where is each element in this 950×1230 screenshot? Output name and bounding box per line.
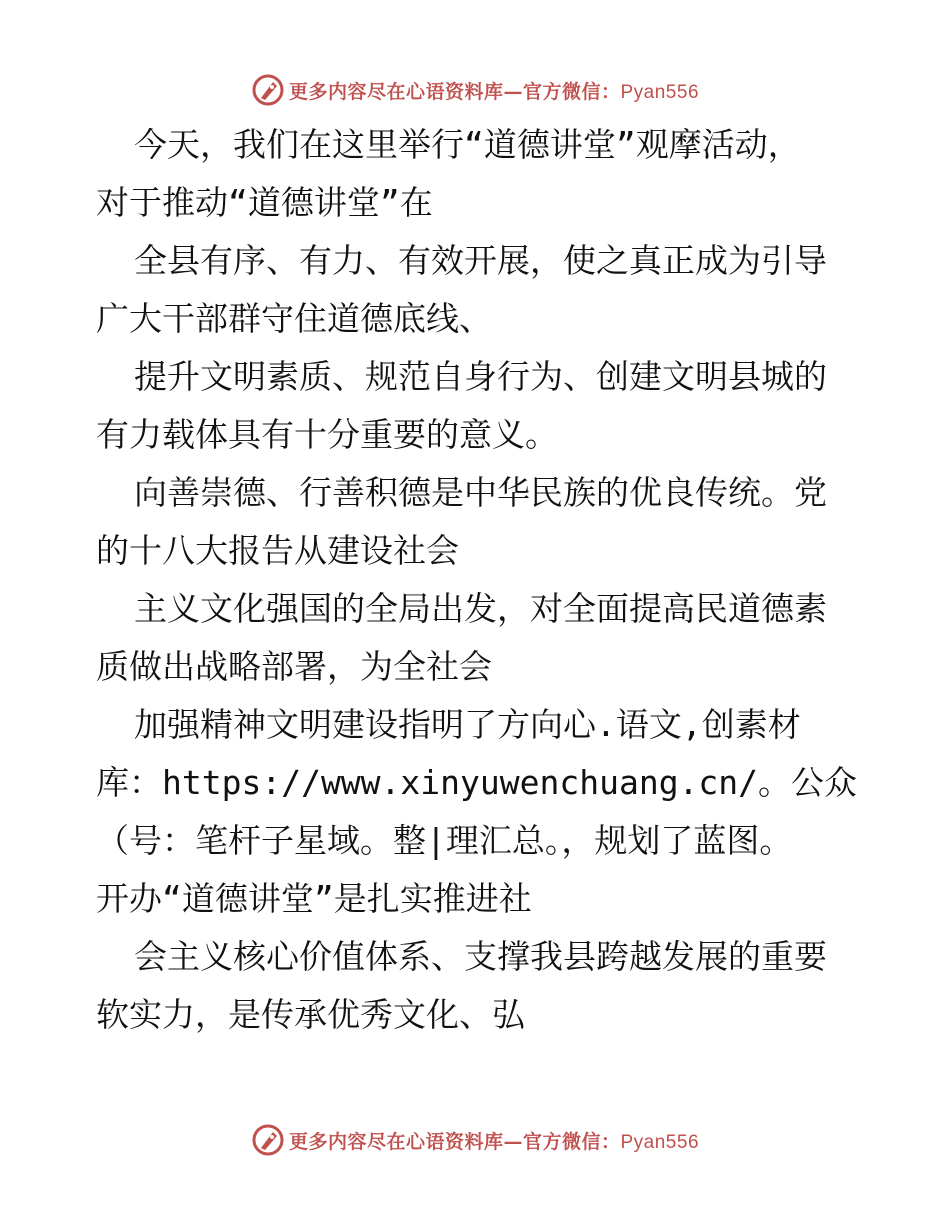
text-line: 开办“道德讲堂”是扎实推进社 <box>96 879 532 918</box>
text-line: 的十八大报告从建设社会 <box>96 531 459 570</box>
text-line: 向善崇德、行善积德是中华民族的优良传统。党 <box>134 473 827 512</box>
text-line: 全县有序、有力、有效开展，使之真正成为引导 <box>134 241 827 280</box>
text-line: 有力载体具有十分重要的意义。 <box>96 415 558 454</box>
watermark-text: 更多内容尽在心语资料库—官方微信： <box>288 1130 621 1153</box>
watermark-text: 更多内容尽在心语资料库—官方微信： <box>288 80 621 103</box>
text-line: 质做出战略部署，为全社会 <box>96 647 492 686</box>
watermark-account: Pyan556 <box>620 81 700 103</box>
text-line: 主义文化强国的全局出发，对全面提高民道德素 <box>134 589 827 628</box>
text-line: 会主义核心价值体系、支撑我县跨越发展的重要 <box>134 937 827 976</box>
watermark-account: Pyan556 <box>620 1131 700 1153</box>
text-line: 库：https://www.xinyuwenchuang.cn/。公众 <box>96 763 858 802</box>
text-line: （号：笔杆子星域。整|理汇总。，规划了蓝图。 <box>96 821 793 860</box>
text-line: 提升文明素质、规范自身行为、创建文明县城的 <box>134 357 827 396</box>
footer-watermark <box>0 1120 950 1160</box>
text-line: 广大干部群守住道德底线、 <box>96 299 492 338</box>
text-line: 对于推动“道德讲堂”在 <box>96 183 433 222</box>
pen-nib-circle-icon <box>251 1123 285 1157</box>
text-line: 软实力，是传承优秀文化、弘 <box>96 995 525 1034</box>
text-line: 今天，我们在这里举行“道德讲堂”观摩活动， <box>134 125 801 164</box>
header-watermark <box>0 70 950 110</box>
pen-nib-circle-icon <box>251 73 285 107</box>
document-body <box>96 116 856 1044</box>
text-line: 加强精神文明建设指明了方向心.语文,创素材 <box>134 705 801 744</box>
